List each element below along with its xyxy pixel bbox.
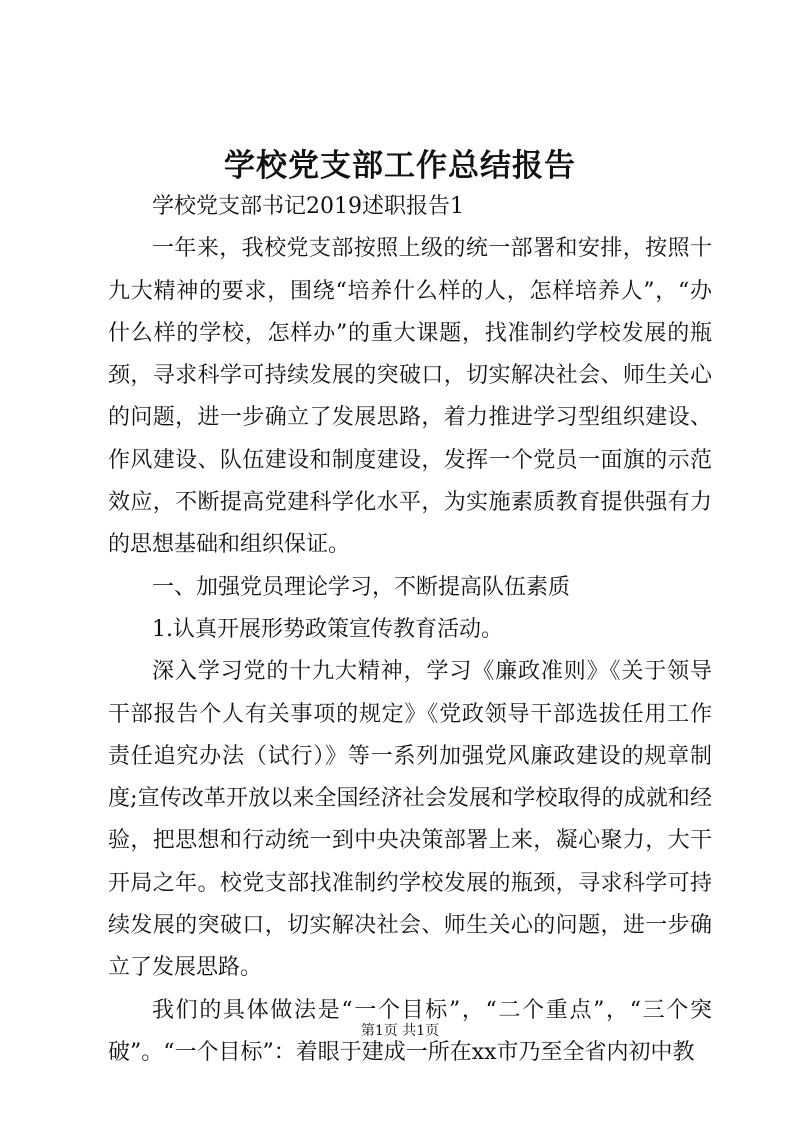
subtitle-paragraph: 学校党支部书记2019述职报告1 [152, 194, 464, 219]
body-paragraph: 深入学习党的十九大精神，学习《廉政准则》《关于领导干部报告个人有关事项的规定》《党政领导干部选拔任用工作责任追究办法（试行）》等一系列加强党风廉政建设的规章制度;宣传改革开放以来全国经济社会发展和学校取得的成就和经验，把思想和行动统一到中央决策部署上来，凝心聚力，大干开局之年。校党支部找准制约学校发展的瓶颈，寻求科学可持续发展的突破口，切实解决社会、师生关心的问题，进一步确立了发展思路。 [108, 659, 712, 981]
body-paragraph: 我们的具体做法是“一个目标”，“二个重点”，“三个突破”。“一个目标”：着眼于建成一所在xx市乃至全省内初中教 [108, 997, 712, 1065]
subsection-heading: 1.认真开展形势政策宣传教育活动。 [152, 616, 503, 642]
section-heading: 一、加强党员理论学习，不断提高队伍素质 [152, 574, 571, 600]
intro-paragraph: 一年来，我校党支部按照上级的统一部署和安排，按照十九大精神的要求，围绕“培养什么样的人，怎样培养人”，“办什么样的学校，怎样办”的重大课题，找准制约学校发展的瓶颈，寻求科学可持续发展的突破口，切实解决社会、师生关心的问题，进一步确立了发展思路，着力推进学习型组织建设、作风建设、队伍建设和制度建设，发挥一个党员一面旗的示范效应，不断提高党建科学化水平，为实施素质教育提供强有力的思想基础和组织保证。 [108, 236, 712, 558]
document-body [108, 186, 712, 1074]
document-title: 学校党支部工作总结报告 [224, 148, 576, 184]
page-number-footer: 第1页 共1页 [360, 1023, 440, 1039]
